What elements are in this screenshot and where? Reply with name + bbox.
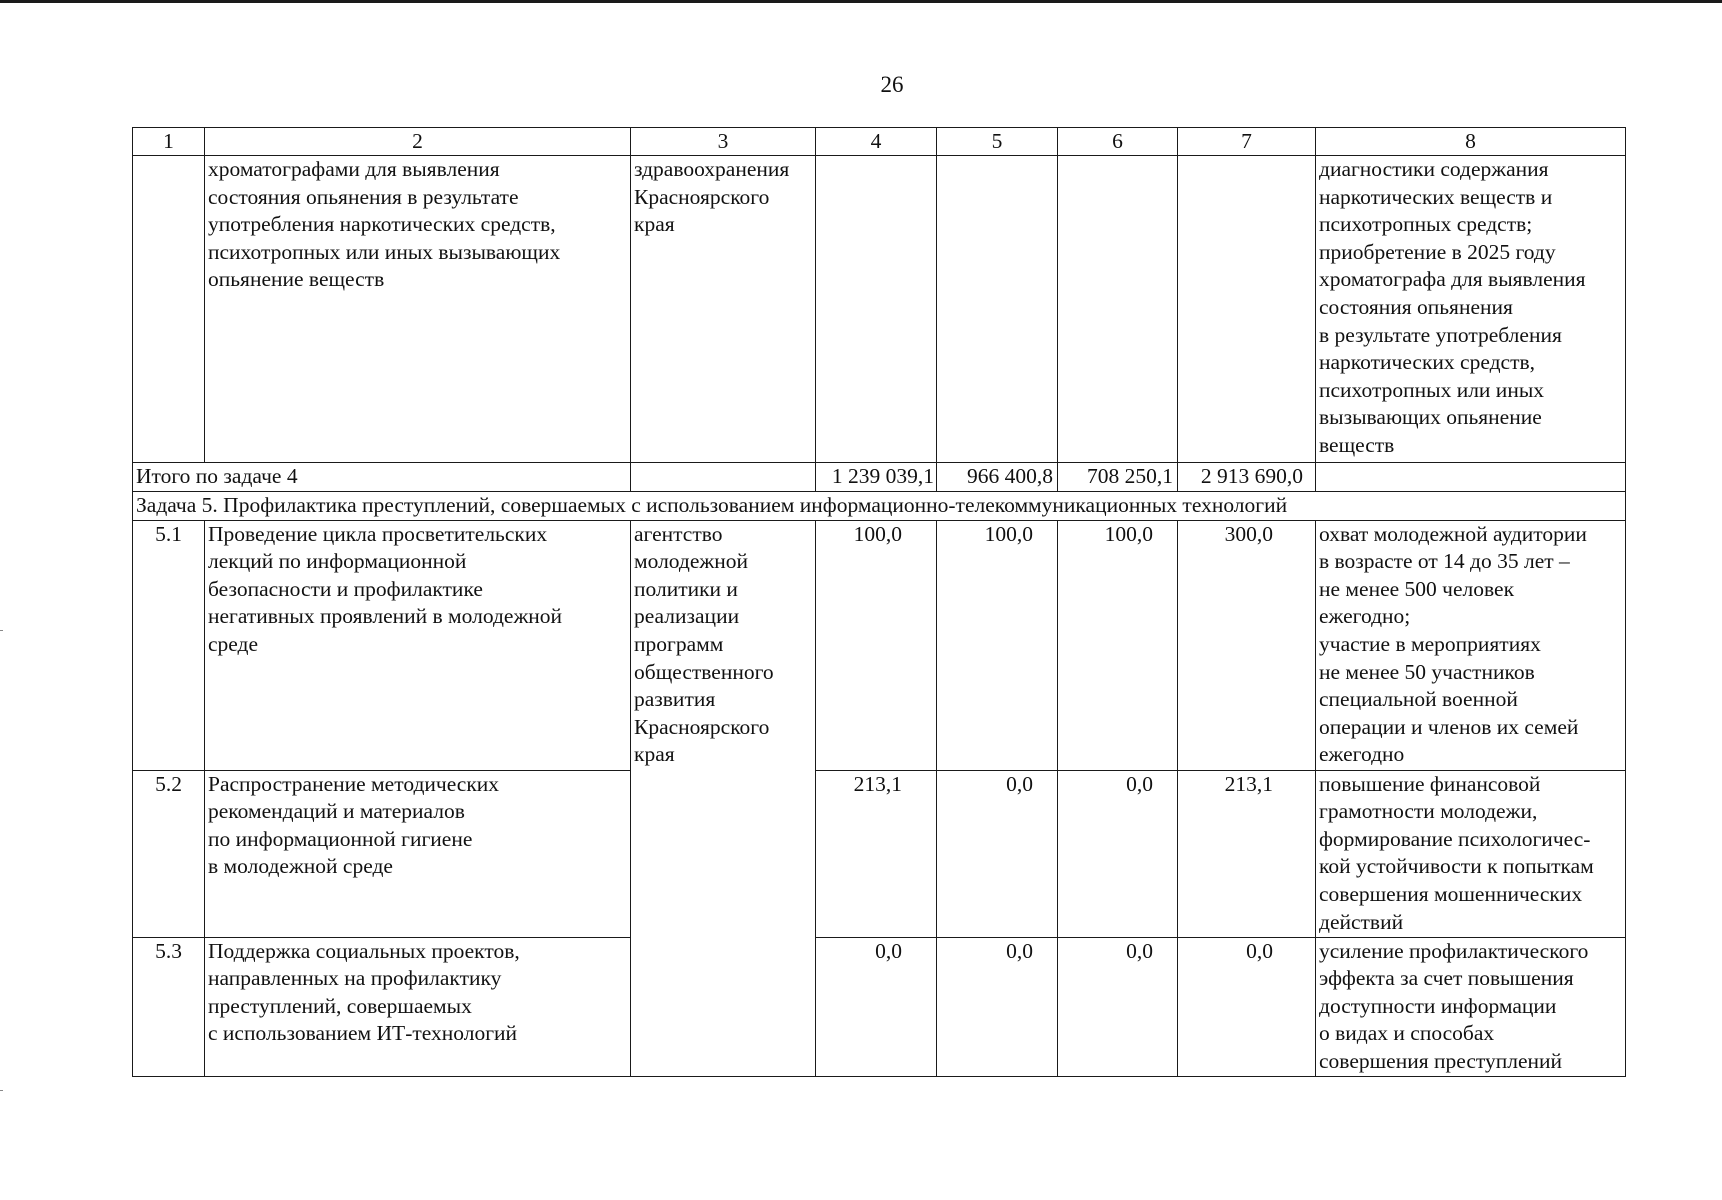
- column-number: 6: [1058, 128, 1178, 156]
- text-line: в возрасте от 14 до 35 лет –: [1319, 549, 1570, 574]
- text-line: в результате употребления: [1319, 322, 1562, 347]
- text-line: операции и членов их семей: [1319, 714, 1579, 739]
- column-number: 1: [133, 128, 205, 156]
- text-line: наркотических средств,: [1319, 350, 1535, 375]
- text-line: грамотности молодежи,: [1319, 799, 1538, 824]
- value-cell: 100,0: [1058, 520, 1178, 770]
- row-index: 5.1: [133, 520, 205, 770]
- text-line: реализации: [634, 604, 740, 629]
- value-cell: 0,0: [1058, 770, 1178, 937]
- text-line: Поддержка социальных проектов,: [208, 938, 520, 963]
- text-line: совершения преступлений: [1319, 1048, 1563, 1073]
- text-line: направленных на профилактику: [208, 966, 502, 991]
- text-line: охват молодежной аудитории: [1319, 521, 1587, 546]
- column-number: 8: [1316, 128, 1626, 156]
- column-number-row: [133, 128, 1626, 156]
- text-line: здравоохранения: [634, 157, 790, 181]
- text-line: по информационной гигиене: [208, 826, 473, 851]
- value-cell: 0,0: [1178, 937, 1316, 1076]
- text-line: Распространение методических: [208, 771, 500, 796]
- text-line: среде: [208, 631, 259, 656]
- column-number: 7: [1178, 128, 1316, 156]
- row-index: 5.3: [133, 937, 205, 1076]
- row-index-cell: [133, 156, 205, 463]
- result-cell: [1316, 520, 1626, 770]
- table-row: [133, 937, 1626, 1076]
- text-line: безопасности и профилактике: [208, 576, 483, 601]
- text-line: формирование психологичес-: [1319, 826, 1591, 851]
- total-value: 2 913 690,0: [1178, 463, 1316, 492]
- text-line: доступности информации: [1319, 993, 1557, 1018]
- text-line: наркотических веществ и: [1319, 184, 1553, 209]
- text-line: рекомендаций и материалов: [208, 799, 465, 824]
- value-cell: 0,0: [937, 937, 1058, 1076]
- margin-mark: [0, 1090, 3, 1091]
- text-line: лекций по информационной: [208, 549, 467, 574]
- row-index: 5.2: [133, 770, 205, 937]
- text-line: ежегодно: [1319, 742, 1405, 767]
- text-line: приобретение в 2025 году: [1319, 239, 1556, 264]
- text-line: действий: [1319, 909, 1404, 934]
- text-line: психотропных средств;: [1319, 212, 1533, 237]
- value-cell: [816, 156, 937, 463]
- text-line: политики и: [634, 576, 738, 601]
- executor-cell: [631, 520, 816, 1076]
- text-line: ежегодно;: [1319, 604, 1411, 629]
- text-line: совершения мошеннических: [1319, 881, 1583, 906]
- text-line: с использованием ИТ-технологий: [208, 1021, 518, 1046]
- text-line: программ: [634, 631, 724, 656]
- text-line: развития: [634, 687, 716, 712]
- text-line: психотропных или иных: [1319, 377, 1545, 402]
- value-cell: 213,1: [816, 770, 937, 937]
- task-5-title: Задача 5. Профилактика преступлений, совершаемых с использованием информационно-телекоммуникационных технологий: [133, 492, 1626, 521]
- text-line: вызывающих опьянение: [1319, 405, 1542, 430]
- result-cell: [1316, 156, 1626, 463]
- text-line: опьянение веществ: [208, 267, 385, 292]
- value-cell: 100,0: [816, 520, 937, 770]
- text-line: эффекта за счет повышения: [1319, 966, 1574, 991]
- executor-cell: [631, 463, 816, 492]
- text-line: Красноярского: [634, 184, 770, 209]
- executor-cell: [631, 156, 816, 463]
- text-line: состояния опьянения: [1319, 294, 1513, 319]
- text-line: Проведение цикла просветительских: [208, 521, 548, 546]
- text-line: агентство: [634, 521, 723, 546]
- text-line: общественного: [634, 659, 774, 684]
- value-cell: 300,0: [1178, 520, 1316, 770]
- column-number: 2: [205, 128, 631, 156]
- result-cell: [1316, 463, 1626, 492]
- activity-name-cell: [205, 156, 631, 463]
- page-number: 26: [880, 72, 904, 97]
- result-cell: [1316, 937, 1626, 1076]
- column-number: 5: [937, 128, 1058, 156]
- value-cell: 0,0: [816, 937, 937, 1076]
- text-line: кой устойчивости к попыткам: [1319, 854, 1594, 879]
- text-line: Красноярского: [634, 714, 770, 739]
- text-line: диагностики содержания: [1319, 157, 1549, 181]
- task-5-title-row: [133, 492, 1626, 521]
- text-line: хроматографа для выявления: [1319, 267, 1586, 292]
- text-line: преступлений, совершаемых: [208, 993, 472, 1018]
- text-line: хроматографами для выявления: [208, 157, 500, 181]
- text-line: края: [634, 212, 675, 237]
- column-number: 4: [816, 128, 937, 156]
- value-cell: [1178, 156, 1316, 463]
- value-cell: [937, 156, 1058, 463]
- table-row: [133, 520, 1626, 770]
- text-line: специальной военной: [1319, 687, 1518, 712]
- text-line: веществ: [1319, 432, 1395, 457]
- value-cell: [1058, 156, 1178, 463]
- total-value: 708 250,1: [1058, 463, 1178, 492]
- column-number: 3: [631, 128, 816, 156]
- text-line: состояния опьянения в результате: [208, 184, 519, 209]
- margin-mark: [0, 630, 3, 631]
- text-line: не менее 500 человек: [1319, 576, 1515, 601]
- activity-name-cell: [205, 770, 631, 937]
- text-line: не менее 50 участников: [1319, 659, 1535, 684]
- text-line: края: [634, 742, 675, 767]
- text-line: усиление профилактического: [1319, 938, 1589, 963]
- total-value: 1 239 039,1: [816, 463, 937, 492]
- activity-name-cell: [205, 520, 631, 770]
- value-cell: 213,1: [1178, 770, 1316, 937]
- continued-row: [133, 156, 1626, 463]
- text-line: повышение финансовой: [1319, 771, 1541, 796]
- result-cell: [1316, 770, 1626, 937]
- text-line: молодежной: [634, 549, 749, 574]
- text-line: участие в мероприятиях: [1319, 631, 1541, 656]
- total-label: Итого по задаче 4: [133, 463, 631, 492]
- program-table: [132, 127, 1626, 1077]
- task-4-total-row: [133, 463, 1626, 492]
- text-line: психотропных или иных вызывающих: [208, 239, 561, 264]
- value-cell: 100,0: [937, 520, 1058, 770]
- text-line: в молодежной среде: [208, 854, 393, 879]
- page-top-edge: [0, 0, 1722, 3]
- table-row: [133, 770, 1626, 937]
- value-cell: 0,0: [1058, 937, 1178, 1076]
- text-line: о видах и способах: [1319, 1021, 1495, 1046]
- activity-name-cell: [205, 937, 631, 1076]
- text-line: негативных проявлений в молодежной: [208, 604, 563, 629]
- total-value: 966 400,8: [937, 463, 1058, 492]
- value-cell: 0,0: [937, 770, 1058, 937]
- text-line: употребления наркотических средств,: [208, 212, 556, 237]
